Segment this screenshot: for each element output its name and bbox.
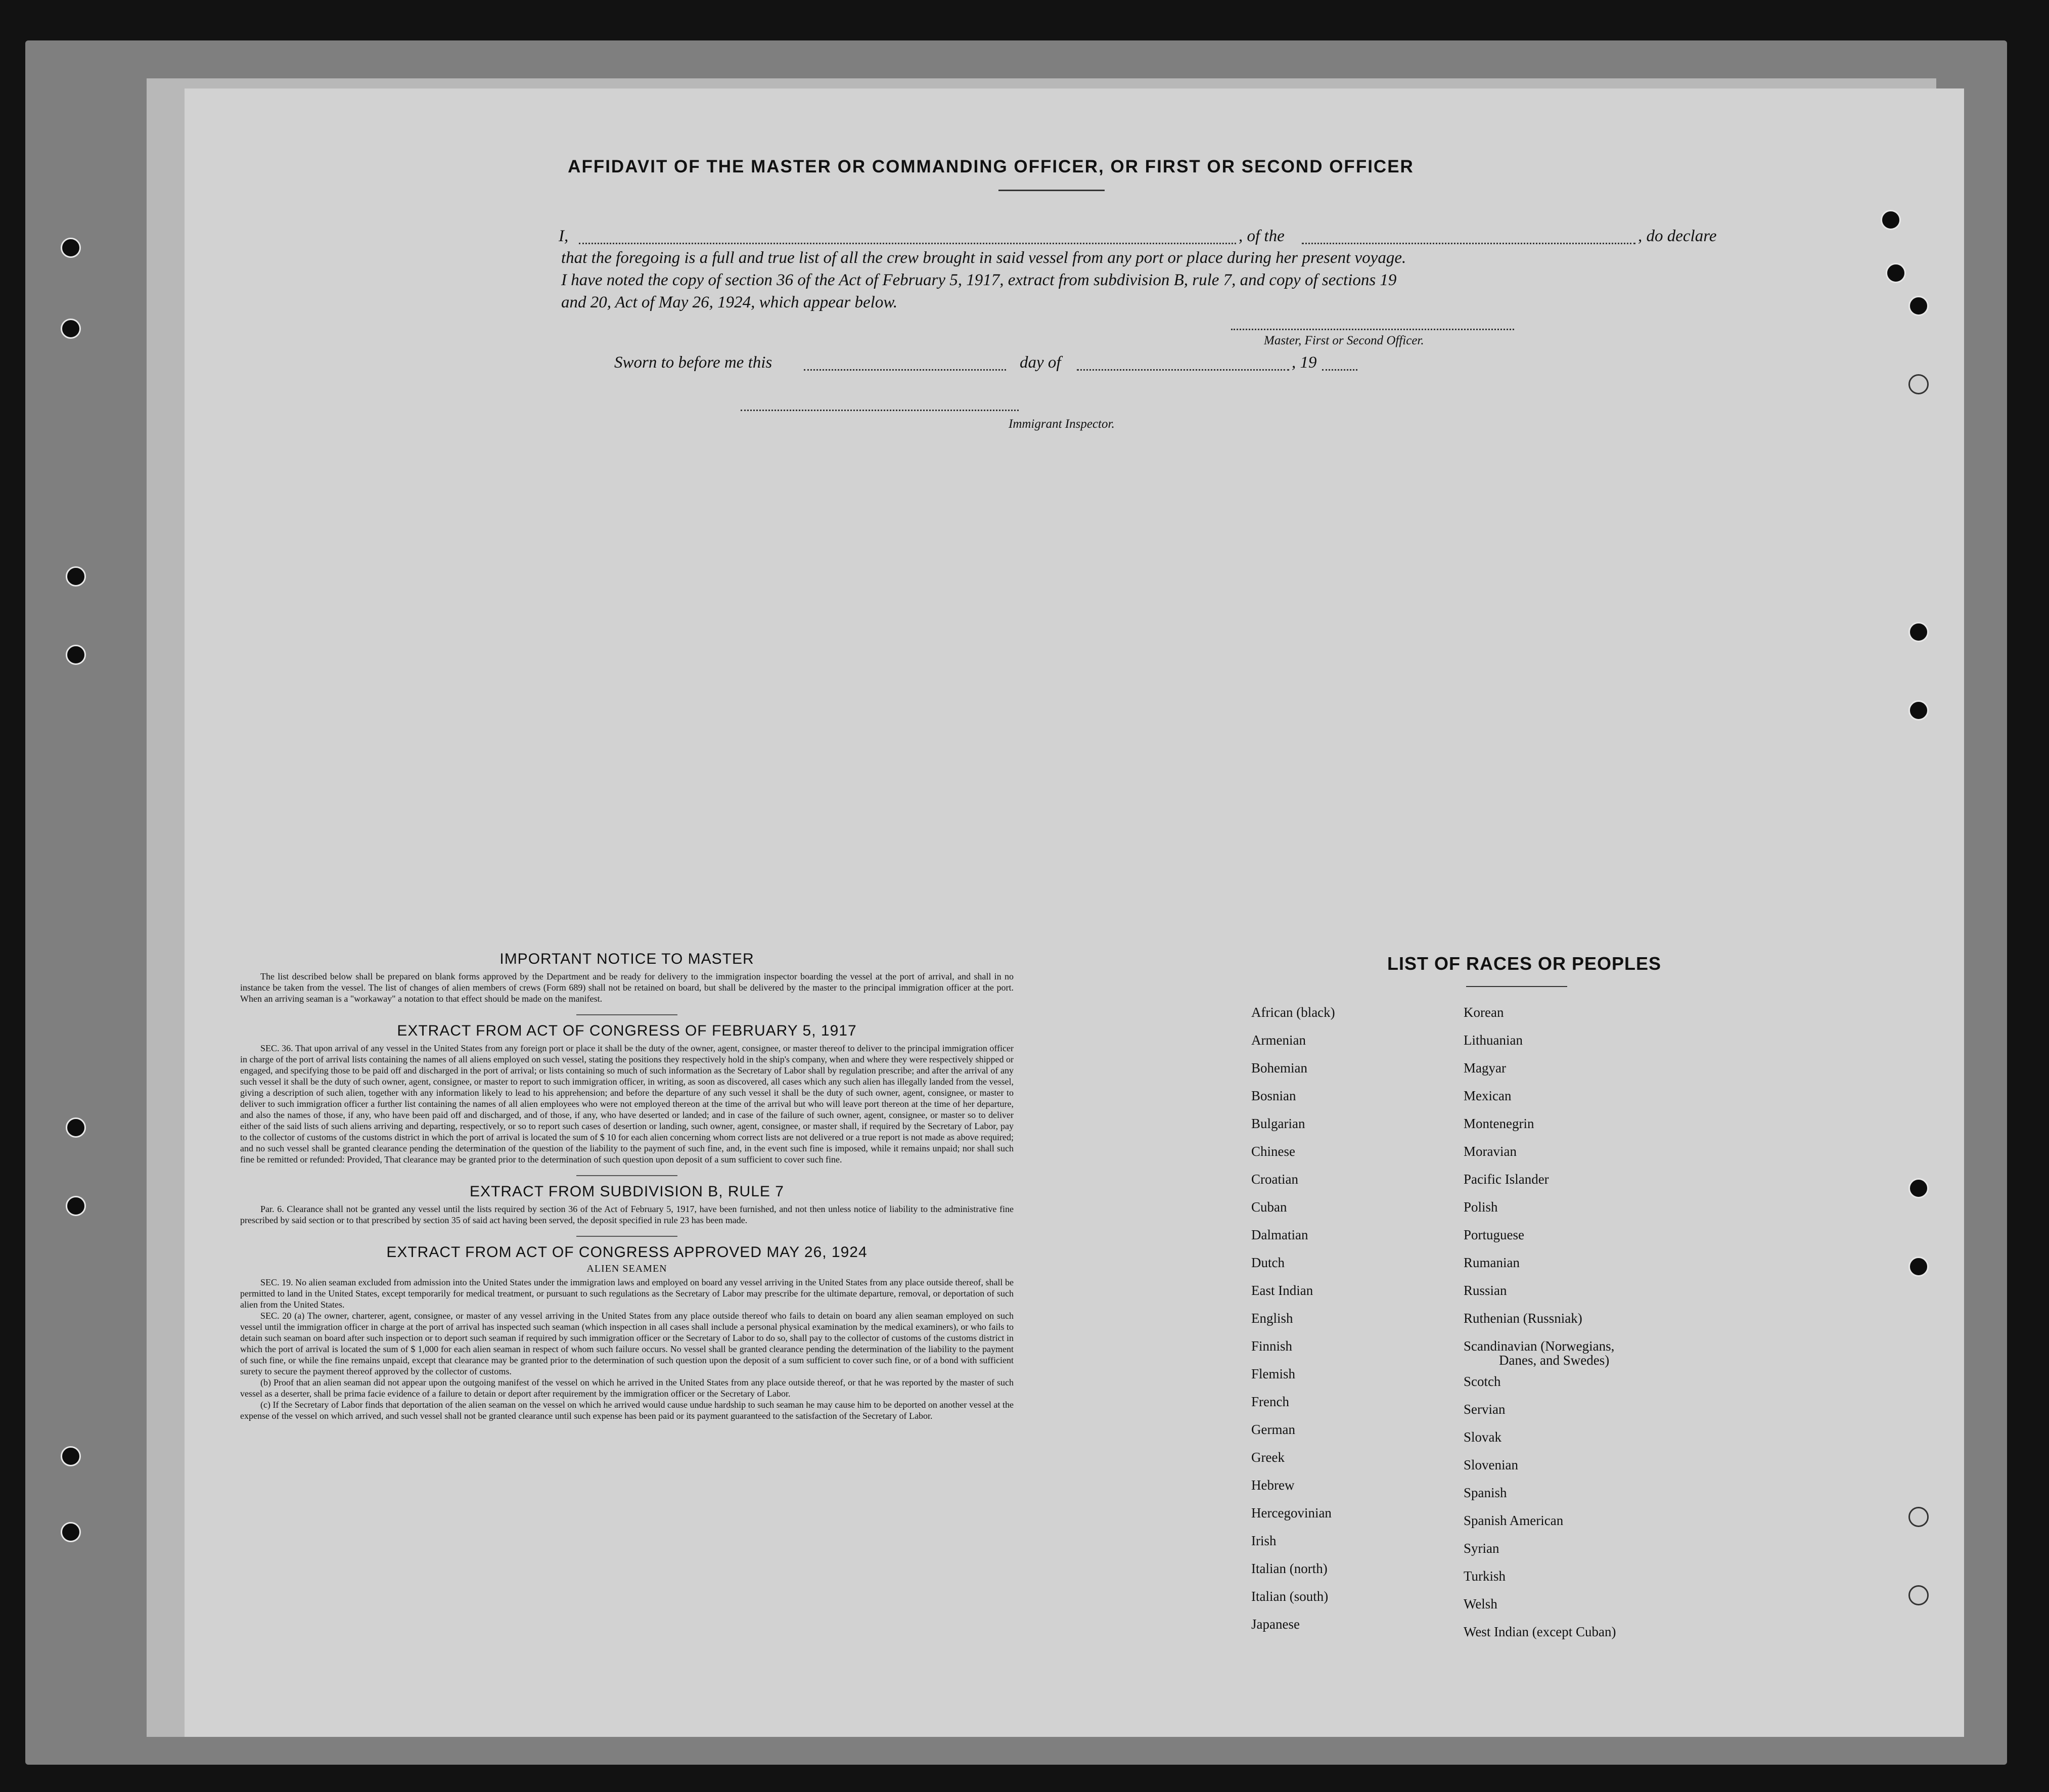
- race-item: African (black): [1251, 1005, 1335, 1020]
- race-item: Dalmatian: [1251, 1227, 1308, 1242]
- race-item: Bohemian: [1251, 1060, 1307, 1076]
- race-item: Spanish: [1464, 1485, 1507, 1500]
- race-item: Flemish: [1251, 1366, 1296, 1381]
- race-item: Danes, and Swedes): [1499, 1353, 1610, 1368]
- race-item: Japanese: [1251, 1617, 1300, 1632]
- binder-hole-icon: [66, 1196, 86, 1216]
- extract-1924-title: EXTRACT FROM ACT OF CONGRESS APPROVED MAY 26, 1924: [386, 1244, 868, 1261]
- sec20c-text: (c) If the Secretary of Labor finds that deportation of the alien seaman on the vessel on which he arrived would cause undue hardship to such seaman he may cause him to be deported on another vessel at the expense of the vessel on which arrived, and such vessel shall not be granted clearance until such expense has been paid or its payment guaranteed to the satisfaction of the Secretary of Labor.: [240, 1400, 1014, 1421]
- race-item: Hebrew: [1251, 1477, 1295, 1493]
- race-item: Montenegrin: [1464, 1116, 1534, 1131]
- vessel-name-field[interactable]: [1302, 243, 1635, 244]
- section-divider: [576, 1014, 677, 1015]
- race-item: West Indian (except Cuban): [1464, 1624, 1616, 1639]
- notice-text: The list described below shall be prepared on blank forms approved by the Department and be ready for delivery to the immigration inspector boarding the vessel at the port of arrival, and shall in no instance be taken from the vessel. The list of changes of alien members of crews (Form 689) shall not be retained on board, but shall be delivered by the master to the principal immigration officer at the port. When an arriving seaman is a "workaway" a notation to that effect should be made on the manifest.: [240, 971, 1014, 1004]
- officer-signature-field[interactable]: [1231, 329, 1514, 330]
- affidavit-title: AFFIDAVIT OF THE MASTER OR COMMANDING OFFICER, OR FIRST OR SECOND OFFICER: [568, 157, 1414, 176]
- race-item: Scandinavian (Norwegians,: [1464, 1338, 1615, 1354]
- sec20a-text: SEC. 20 (a) The owner, charterer, agent, consignee, or master of any vessel arriving in the United States from any place outside thereof who fails to detain on board any alien seaman employed on such vessel until the immigration officer in charge at the port of arrival has inspected such seaman (which inspection in all cases shall include a personal physical examination by the medical examiners), or who fails to detain such seaman on board after such inspection or to deport such seaman if required by such immigration officer or the Secretary of Labor to do so, shall pay to the collector of customs of the customs district in which the port of arrival is located the sum of $ 1,000 for each alien seaman in respect of whom such failure occurs. No vessel shall be granted clearance pending the determination of the liability to the payment of such fine, or while the fine remains unpaid, except that clearance may be granted prior to the determination of such question upon the deposit of a sum sufficient to cover such fine, or of a bond with sufficient surety to secure the payment thereof approved by the collector of customs.: [240, 1311, 1014, 1376]
- notice-title: IMPORTANT NOTICE TO MASTER: [499, 951, 754, 967]
- sec19-text: SEC. 19. No alien seaman excluded from admission into the United States under the immigration laws and employed on board any vessel arriving in the United States from any place outside thereof, shall be permitted to land in the United States, except temporarily for medical treatment, or pursuant to such regulations as the Secretary of Labor may prescribe for the ultimate departure, removal, or deportation of such alien from the United States.: [240, 1277, 1014, 1310]
- declarant-name-field[interactable]: [579, 243, 1236, 244]
- race-item: Armenian: [1251, 1033, 1306, 1048]
- race-item: English: [1251, 1311, 1293, 1326]
- races-list-right: [1464, 999, 1616, 1646]
- punch-hole-icon: [1908, 296, 1929, 316]
- race-item: Turkish: [1464, 1569, 1506, 1584]
- binder-hole-icon: [66, 566, 86, 587]
- sec20b-text: (b) Proof that an alien seaman did not appear upon the outgoing manifest of the vessel on which he arrived in the United States from any place outside thereof, or that he was reported by the master of such vessel as a deserter, shall be prima facie evidence of a failure to detain or deport after requirement by the immigration officer or the Secretary of Labor.: [240, 1377, 1014, 1399]
- punch-hole-icon: [1908, 1178, 1929, 1198]
- race-item: Lithuanian: [1464, 1033, 1523, 1048]
- sworn-month-field[interactable]: [1077, 369, 1289, 371]
- race-item: Hercegovinian: [1251, 1505, 1332, 1520]
- inspector-signature-field[interactable]: [741, 410, 1019, 411]
- punch-hole-icon: [1908, 700, 1929, 721]
- race-item: German: [1251, 1422, 1295, 1437]
- race-item: Polish: [1464, 1199, 1498, 1215]
- race-item: Slovenian: [1464, 1457, 1518, 1472]
- year-label: , 19: [1292, 353, 1317, 372]
- punch-hole-icon: [1908, 1585, 1929, 1605]
- punch-hole-icon: [1908, 622, 1929, 642]
- punch-hole-icon: [1908, 1507, 1929, 1527]
- extract-rule7-title: EXTRACT FROM SUBDIVISION B, RULE 7: [470, 1183, 784, 1200]
- race-item: Mexican: [1464, 1088, 1512, 1103]
- race-item: Scotch: [1464, 1374, 1501, 1389]
- section-divider: [576, 1175, 677, 1176]
- race-item: Italian (north): [1251, 1561, 1328, 1576]
- vessel-label: , of the: [1239, 227, 1285, 245]
- races-list-left: [1251, 999, 1335, 1638]
- race-item: Chinese: [1251, 1144, 1295, 1159]
- extract-1917-title: EXTRACT FROM ACT OF CONGRESS OF FEBRUARY 5, 1917: [397, 1022, 857, 1039]
- binder-hole-icon: [66, 645, 86, 665]
- races-title-underline: [1466, 986, 1567, 987]
- inspector-caption: Immigrant Inspector.: [1009, 417, 1115, 431]
- race-item: Syrian: [1464, 1541, 1499, 1556]
- race-item: Moravian: [1464, 1144, 1517, 1159]
- race-item: Magyar: [1464, 1060, 1506, 1076]
- punch-hole-icon: [1886, 263, 1906, 283]
- binder-hole-icon: [66, 1117, 86, 1138]
- race-item: Bosnian: [1251, 1088, 1296, 1103]
- declare-label: , do declare: [1638, 227, 1717, 245]
- race-item: Bulgarian: [1251, 1116, 1305, 1131]
- race-item: Slovak: [1464, 1429, 1502, 1445]
- punch-hole-icon: [1881, 210, 1901, 230]
- sworn-label: Sworn to before me this: [614, 353, 772, 372]
- race-item: East Indian: [1251, 1283, 1313, 1298]
- legal-extracts-column: [240, 951, 1014, 1421]
- race-item: Irish: [1251, 1533, 1277, 1548]
- race-item: Servian: [1464, 1402, 1506, 1417]
- race-item: Welsh: [1464, 1596, 1497, 1611]
- binder-hole-icon: [61, 1522, 81, 1542]
- race-item: French: [1251, 1394, 1289, 1409]
- race-item: Rumanian: [1464, 1255, 1520, 1270]
- affidavit-line-2: that the foregoing is a full and true list of all the crew brought in said vessel from any port or place during her present voyage.: [561, 249, 1406, 267]
- race-item: Pacific Islander: [1464, 1172, 1549, 1187]
- races-title: LIST OF RACES OR PEOPLES: [1387, 953, 1662, 974]
- race-item: Cuban: [1251, 1199, 1287, 1215]
- affidavit-line-4: and 20, Act of May 26, 1924, which appear below.: [561, 293, 898, 311]
- declarant-label: I,: [559, 227, 569, 245]
- section-divider: [576, 1236, 677, 1237]
- race-item: Spanish American: [1464, 1513, 1564, 1528]
- binder-hole-icon: [61, 1446, 81, 1466]
- binder-hole-icon: [61, 238, 81, 258]
- race-item: Croatian: [1251, 1172, 1298, 1187]
- race-item: Ruthenian (Russniak): [1464, 1311, 1582, 1326]
- binder-hole-icon: [61, 319, 81, 339]
- extract-rule7-text: Par. 6. Clearance shall not be granted any vessel until the lists required by section 36 of the Act of February 5, 1917, have been furnished, and not then unless notice of liability to the administrative fine prescribed by said section or to that prescribed by section 35 of said act having been served, the deposit specified in rule 23 has been made.: [240, 1204, 1014, 1225]
- race-item: Russian: [1464, 1283, 1507, 1298]
- race-item: Dutch: [1251, 1255, 1285, 1270]
- sworn-day-field[interactable]: [804, 369, 1006, 371]
- extract-1917-text: SEC. 36. That upon arrival of any vessel in the United States from any foreign port or place it shall be the duty of the owner, agent, consignee, or master thereof to deliver to the principal immigration officer in charge of the port of arrival lists containing the names of all aliens employed on such vessel, stating the positions they respectively hold in the ship's company, when and where they were respectively shipped or engaged, and specifying those to be paid off and discharged in the port of arrival; or lists containing so much of such information as the Secretary of Labor shall by regulation prescribe; and after the arrival of any such vessel it shall be the duty of such owner, agent, consignee, or master to report to such immigration officer, in writing, as soon as discovered, all cases which any such alien has illegally landed from the vessel, giving a description of such alien, together with any information likely to lead to his apprehension; and before the departure of any such vessel it shall be the duty of such owner, agent, consignee, or master to deliver to such immigration officer a further list containing the names of all alien employees who were not employed thereon at the time of the arrival but who will leave port thereon at the time of her departure, and also the names of those, if any, who have been paid off and discharged, and of those, if any, who have deserted or landed; and in case of the failure of such owner, agent, consignee, or master so to deliver either of the said lists of such aliens arriving and departing, respectively, or so to report such cases of desertion or landing, such owner, agent, consignee, or master shall, if required by the Secretary of Labor, pay to the collector of customs of the customs district in which the port of arrival is located the sum of $ 10 for each alien concerning whom correct lists are not delivered or a true report is not made as above required; and no such vessel shall be granted clearance pending the determination of the question of the liability to the payment of such fine, and, in the event such fine is imposed, while it remains unpaid; nor shall such fine be remitted or refunded: Provided, That clearance may be granted prior to the determination of such question upon deposit of a sum sufficient to cover such fine.: [240, 1043, 1014, 1164]
- affidavit-line-3: I have noted the copy of section 36 of the Act of February 5, 1917, extract from subdivision B, rule 7, and copy of sections 19: [561, 271, 1397, 289]
- crew-list-reverse-sheet: [185, 88, 1964, 1737]
- punch-hole-icon: [1908, 1257, 1929, 1277]
- race-item: Italian (south): [1251, 1589, 1329, 1604]
- race-item: Finnish: [1251, 1338, 1293, 1354]
- punch-hole-icon: [1908, 374, 1929, 394]
- race-item: Greek: [1251, 1450, 1285, 1465]
- officer-caption: Master, First or Second Officer.: [1264, 334, 1424, 347]
- day-of-label: day of: [1020, 353, 1061, 372]
- title-underline: [998, 190, 1105, 191]
- alien-seamen-subtitle: ALIEN SEAMEN: [586, 1263, 667, 1274]
- sworn-year-field[interactable]: [1322, 369, 1357, 371]
- race-item: Korean: [1464, 1005, 1504, 1020]
- race-item: Portuguese: [1464, 1227, 1524, 1242]
